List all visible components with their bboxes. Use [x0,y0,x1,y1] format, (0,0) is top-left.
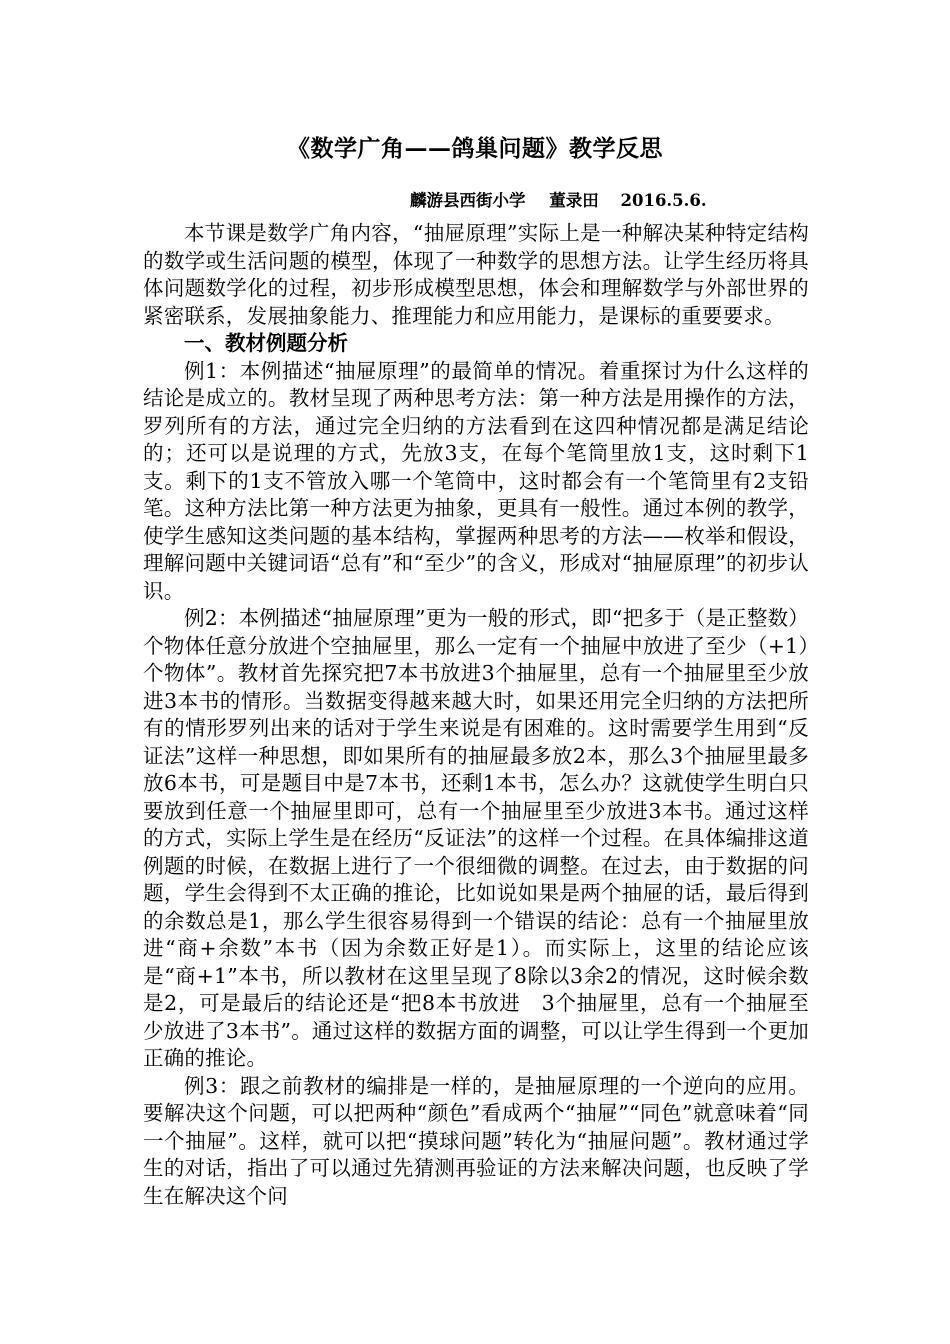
intro-paragraph: 本节课是数学广角内容，“抽屉原理”实际上是一种解决某种特定结构的数学或生活问题的模型，体现了一种数学的思想方法。让学生经历将具体问题数学化的过程，初步形成模型思想，体会和理解数学与外部世界的紧密联系，发展抽象能力、推理能力和应用能力，是课标的重要要求。 [143,221,809,328]
example-3-paragraph: 例3：跟之前教材的编排是一样的，是抽屉原理的一个逆向的应用。要解决这个问题，可以把两种“颜色”看成两个“抽屉”“同色”就意味着“同一个抽屉”。这样，就可以把“摸球问题”转化为“抽屉问题”。教材通过学生的对话，指出了可以通过先猜测再验证的方法来解决问题，也反映了学生在解决这个问 [143,1073,809,1208]
section-heading: 一、教材例题分析 [184,331,348,355]
document-title: 《数学广角——鸽巢问题》教学反思 [287,135,663,162]
document-body [143,220,809,1210]
byline-author: 董录田 [549,191,599,210]
byline [410,189,707,213]
byline-date: 2016.5.6. [620,191,707,210]
example-1-paragraph: 例1：本例描述“抽屉原理”的最简单的情况。着重探讨为什么这样的结论是成立的。教材呈现了两种思考方法：第一种方法是用操作的方法，罗列所有的方法，通过完全归纳的方法看到在这四种情况都是满足结论的；还可以是说理的方式，先放3支，在每个笔筒里放1支，这时剩下1支。剩下的1支不管放入哪一个笔筒中，这时都会有一个笔筒里有2支铅笔。这种方法比第一种方法更为抽象，更具有一般性。通过本例的教学，使学生感知这类问题的基本结构，掌握两种思考的方法——枚举和假设，理解问题中关键词语“总有”和“至少”的含义，形成对“抽屉原理”的初步认识。 [143,358,809,603]
byline-school: 麟游县西街小学 [410,191,526,210]
example-2-paragraph: 例2：本例描述“抽屉原理”更为一般的形式，即“把多于（是正整数）个物体任意分放进个空抽屉里，那么一定有一个抽屉中放进了至少（+1）个物体”。教材首先探究把7本书放进3个抽屉里，总有一个抽屉里至少放进3本书的情形。当数据变得越来越大时，如果还用完全归纳的方法把所有的情形罗列出来的话对于学生来说是有困难的。这时需要学生用到“反证法”这样一种思想，即如果所有的抽屉最多放2本，那么3个抽屉里最多放6本书，可是题目中是7本书，还剩1本书，怎么办？这就使学生明白只要放到任意一个抽屉里即可，总有一个抽屉里至少放进3本书。通过这样的方式，实际上学生是在经历“反证法”的这样一个过程。在具体编排这道例题的时候，在数据上进行了一个很细微的调整。在过去，由于数据的问题，学生会得到不太正确的推论，比如说如果是两个抽屉的话，最后得到的余数总是1，那么学生很容易得到一个错误的结论：总有一个抽屉里放进“商+余数”本书（因为余数正好是1）。而实际上，这里的结论应该是“商+1”本书，所以教材在这里呈现了8除以3余2的情况，这时候余数是2，可是最后的结论还是“把8本书放进 3个抽屉里，总有一个抽屉至少放进了3本书”。通过这样的数据方面的调整，可以让学生得到一个更加正确的推论。 [143,606,809,1070]
